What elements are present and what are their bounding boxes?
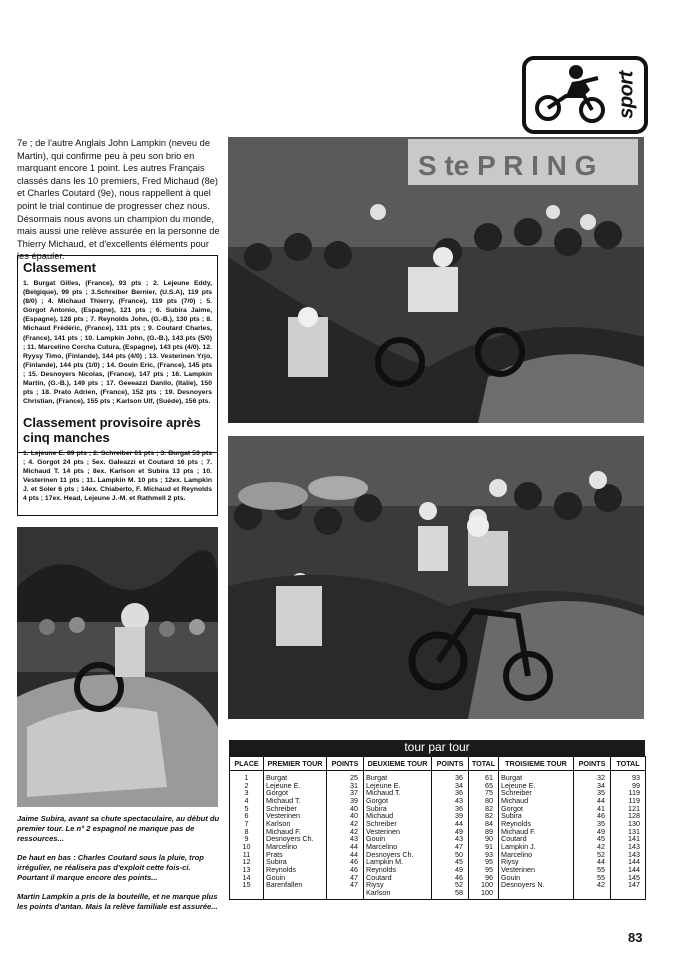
table-cell: 34 (574, 782, 611, 790)
header-troisieme-tour: TROISIEME TOUR (499, 757, 574, 771)
table-cell: 40 (327, 805, 364, 813)
table-cell (264, 889, 327, 899)
table-cell: 119 (611, 797, 646, 805)
table-cell: Subira (499, 812, 574, 820)
caption-lampkin: Martin Lampkin a pris de la bouteille, et ne marque plus les points d'antan. Mais la relève familiale est assurée... (17, 892, 218, 911)
table-cell: Gouin (264, 874, 327, 882)
table-title: tour par tour (229, 740, 645, 756)
table-cell: 93 (469, 851, 499, 859)
header-total-3: TOTAL (611, 757, 646, 771)
table-cell: 5 (230, 805, 264, 813)
sport-logo (522, 56, 648, 134)
table-cell: 130 (611, 820, 646, 828)
table-cell: Coutard (499, 835, 574, 843)
table-cell: 65 (469, 782, 499, 790)
photo-subira (17, 527, 218, 807)
table-cell: Riysy (364, 881, 432, 889)
table-cell: Reynolds (499, 820, 574, 828)
table-cell: Schreiber (264, 805, 327, 813)
table-cell: 58 (432, 889, 469, 899)
captions (17, 814, 222, 921)
table-cell: 100 (469, 889, 499, 899)
header-total-2: TOTAL (469, 757, 499, 771)
table-header-row (230, 757, 646, 771)
table-cell: Schreiber (499, 789, 574, 797)
photo-lampkin-image (228, 436, 644, 719)
table-cell: 36 (432, 789, 469, 797)
table-cell: Marcelino (264, 843, 327, 851)
table-cell: 49 (432, 866, 469, 874)
table-cell: 7 (230, 820, 264, 828)
table-cell: 55 (574, 866, 611, 874)
caption-coutard: De haut en bas : Charles Coutard sous la pluie, trop irrégulier, ne réalisera pas d'exploit cette fois-ci. Pourtant il marque encore des points... (17, 853, 204, 882)
table-cell (611, 889, 646, 899)
table-cell: Marcelino (499, 851, 574, 859)
logo-word (616, 64, 638, 126)
table-cell: 4 (230, 797, 264, 805)
table-cell: 80 (469, 797, 499, 805)
tour-par-tour-table (229, 740, 645, 900)
provisoire-text: 1. Lejeune E. 89 pts ; 2. Schreiber 61 pts ; 3. Burgat 53 pts ; 4. Gorgot 24 pts ; 5ex. Galeazzi et Coutard 16 pts ; 7. Michaud T. 14 pts ; 8ex. Karlson et Subira 13 pts ; 10. Vesterinen 11 pts ; 11. Lampkin M. 10 pts ; 12ex. Lampkin J. et Soler 6 pts ; 14ex. Chiaberto, F. Michaud et Reynolds 4 pts ; 17ex. Head, Lejeune J.-M. et Rathmell 2 pts. (23, 450, 212, 503)
table-cell: 25 (327, 771, 364, 782)
table-cell: Gorgot (499, 805, 574, 813)
classement-title: Classement (23, 260, 96, 275)
table-cell: Vesterinen (499, 866, 574, 874)
provisoire-title: Classement provisoire après cinq manches (23, 415, 201, 445)
table-cell: 128 (611, 812, 646, 820)
table-cell: 100 (469, 881, 499, 889)
table-cell: 11 (230, 851, 264, 859)
table-cell: 143 (611, 851, 646, 859)
table-cell: 35 (574, 820, 611, 828)
table-cell: Burgat (264, 771, 327, 782)
table-cell: 46 (327, 858, 364, 866)
table-cell: Michaud (499, 797, 574, 805)
table-cell: Michaud F. (264, 828, 327, 836)
table-cell: 84 (469, 820, 499, 828)
table-cell: 95 (469, 866, 499, 874)
table-cell: 93 (611, 771, 646, 782)
table-cell: 131 (611, 828, 646, 836)
table-cell: 35 (574, 789, 611, 797)
table-cell: Lampkin J. (499, 843, 574, 851)
table-cell: 82 (469, 812, 499, 820)
table-cell: Michaud F. (499, 828, 574, 836)
table-cell: Michaud T. (364, 789, 432, 797)
table-cell: 47 (327, 881, 364, 889)
table-cell: 41 (574, 805, 611, 813)
table-cell: 99 (611, 782, 646, 790)
table-cell (574, 889, 611, 899)
table-cell: 121 (611, 805, 646, 813)
table-row (230, 881, 646, 889)
table-cell: Desnoyers N. (499, 881, 574, 889)
table-cell: 119 (611, 789, 646, 797)
table-cell: 10 (230, 843, 264, 851)
table-cell: 44 (432, 820, 469, 828)
table-cell: 141 (611, 835, 646, 843)
table-cell: Michaud (364, 812, 432, 820)
table-cell: 147 (611, 881, 646, 889)
table-cell: 75 (469, 789, 499, 797)
table-cell: Vesterinen (264, 812, 327, 820)
header-points-3: POINTS (574, 757, 611, 771)
table-cell: 42 (574, 881, 611, 889)
table-row (230, 812, 646, 820)
table-cell: 95 (469, 858, 499, 866)
table-cell: 82 (469, 805, 499, 813)
table-cell: Prats (264, 851, 327, 859)
table-cell: 50 (432, 851, 469, 859)
table-cell: 52 (432, 881, 469, 889)
table-cell: Vesterinen (364, 828, 432, 836)
table-cell (327, 889, 364, 899)
table-cell: 43 (327, 835, 364, 843)
table-cell: 89 (469, 828, 499, 836)
table-cell: 8 (230, 828, 264, 836)
table-cell: Lejeune E. (364, 782, 432, 790)
table-cell: Marcelino (364, 843, 432, 851)
table-cell: 44 (327, 843, 364, 851)
header-premier-tour: PREMIER TOUR (264, 757, 327, 771)
table-cell: 42 (327, 820, 364, 828)
table-cell: Karlson (264, 820, 327, 828)
table-cell: Desnoyers Ch. (264, 835, 327, 843)
table-row (230, 843, 646, 851)
table-row (230, 771, 646, 782)
table-cell: Coutard (364, 874, 432, 882)
table-cell: Riysy (499, 858, 574, 866)
intro-paragraph: 7e ; de l'autre Anglais John Lampkin (neveu de Martin), qui confirme peu à peu son brio en marquant encore 1 point. Les autres Français classés dans les 10 premiers, Fred Michaud (8e) et Charles Coutard (9e), nous rappellent à quel point le trial continue de progresser chez nous. Désormais nous avons un champion du monde, mais aussi une relève assurée en la personne de Thierry Michaud, et d'excellents éléments pour les épauler. (17, 138, 220, 262)
table-cell (499, 889, 574, 899)
table-cell: 39 (327, 797, 364, 805)
table-cell: Gorgot (364, 797, 432, 805)
table-cell: 96 (469, 874, 499, 882)
results-table (229, 756, 646, 900)
table-cell: Gouin (364, 835, 432, 843)
photo-lampkin (228, 436, 644, 719)
table-cell: 46 (327, 866, 364, 874)
table-cell: Subira (264, 858, 327, 866)
table-cell: 36 (432, 805, 469, 813)
table-cell: Barenfallen (264, 881, 327, 889)
table-cell: 9 (230, 835, 264, 843)
table-cell: 46 (574, 812, 611, 820)
table-cell: 43 (432, 835, 469, 843)
table-cell: 44 (574, 797, 611, 805)
table-cell: Lampkin M. (364, 858, 432, 866)
photo-coutard (228, 137, 644, 423)
photo-subira-image (17, 527, 218, 807)
table-cell: Reynolds (364, 866, 432, 874)
page-number: 83 (628, 930, 643, 945)
table-cell: 45 (574, 835, 611, 843)
table-cell: 91 (469, 843, 499, 851)
table-row (230, 851, 646, 859)
table-row (230, 782, 646, 790)
table-cell: Michaud T. (264, 797, 327, 805)
table-cell: 46 (432, 874, 469, 882)
table-cell: Gouin (499, 874, 574, 882)
table-cell: 49 (432, 828, 469, 836)
table-cell: 6 (230, 812, 264, 820)
header-points-2: POINTS (432, 757, 469, 771)
header-deuxieme-tour: DEUXIEME TOUR (364, 757, 432, 771)
table-cell: 143 (611, 843, 646, 851)
photo-coutard-image (228, 137, 644, 423)
table-cell: 144 (611, 866, 646, 874)
table-cell: 90 (469, 835, 499, 843)
table-cell: 36 (432, 771, 469, 782)
table-row (230, 889, 646, 899)
table-cell: Reynolds (264, 866, 327, 874)
table-cell (230, 889, 264, 899)
table-cell: 55 (574, 874, 611, 882)
table-cell: 34 (432, 782, 469, 790)
table-cell: Desnoyers Ch. (364, 851, 432, 859)
table-cell: Burgat (499, 771, 574, 782)
logo-word-text: sport (615, 71, 638, 119)
table-cell: 3 (230, 789, 264, 797)
table-cell: 44 (574, 858, 611, 866)
table-cell: 42 (574, 843, 611, 851)
banner-text: S te P R I N G (418, 150, 597, 181)
table-cell: 32 (574, 771, 611, 782)
table-cell: Karlson (364, 889, 432, 899)
table-cell: 49 (574, 828, 611, 836)
table-cell: 61 (469, 771, 499, 782)
table-cell: Burgat (364, 771, 432, 782)
table-cell: 37 (327, 789, 364, 797)
table-cell: 47 (327, 874, 364, 882)
table-cell: 47 (432, 843, 469, 851)
table-cell: 44 (327, 851, 364, 859)
table-cell: 144 (611, 858, 646, 866)
table-cell: 40 (327, 812, 364, 820)
header-place: PLACE (230, 757, 264, 771)
table-cell: 1 (230, 771, 264, 782)
caption-subira: Jaime Subira, avant sa chute spectaculaire, au début du premier tour. Le n° 2 espagnol ne manque pas de ressources... (17, 814, 220, 843)
table-cell: Lejeune E. (499, 782, 574, 790)
table-cell: 45 (432, 858, 469, 866)
table-cell: Subira (364, 805, 432, 813)
table-cell: 2 (230, 782, 264, 790)
table-cell: 15 (230, 881, 264, 889)
table-cell: Gorgot (264, 789, 327, 797)
table-cell: 12 (230, 858, 264, 866)
table-cell: 42 (327, 828, 364, 836)
table-row (230, 866, 646, 874)
table-cell: 14 (230, 874, 264, 882)
table-cell: 43 (432, 797, 469, 805)
classement-text: 1. Burgat Gilles, (France), 93 pts ; 2. Lejeune Eddy, (Belgique), 99 pts ; 3.Schreiber Bernier, (U.S.A), 119 pts (8/0) ; 4. Michaud Thierry, (France), 119 pts (7/0) ; 5. Gorgot Antonio, (Espagne), 121 pts ; 6. Subira Jaime, (Espagne), 128 pts ; 7. Reynolds John, (G.-B.), 130 pts ; 8. Michaud Frédéric, (France), 131 pts ; 9. Coutard Charles, (France), 141 pts ; 10. Lampkin John, (G.-B.), 143 pts (5/0) ; 11. Marcelino Corcha Cutura, (Espagne), 143 pts (4/0). 12. Ryysy Timo, (Finlande), 144 pts (4/0) ; 13. Vesterinen Yrjo, (Finlande), 144 pts (1/0) ; 14. Gouin Eric, (France), 145 pts ; 15. Desnoyers Nicolas, (France), 147 pts ; 16. Lampkin Martin, (G.-B.), 149 pts ; 17. Geeeazzi Danilo, (Italie), 150 pts ; 18. Prato Adrien, (France), 152 pts ; 19. Desnoyers Christian, (France), 155 pts ; Karlson Ulf, (Suède), 156 pts. (23, 280, 212, 406)
table-cell: Lejeune E. (264, 782, 327, 790)
table-cell: 31 (327, 782, 364, 790)
table-cell: 39 (432, 812, 469, 820)
header-points-1: POINTS (327, 757, 364, 771)
table-cell: 52 (574, 851, 611, 859)
table-cell: Schreiber (364, 820, 432, 828)
table-cell: 13 (230, 866, 264, 874)
provisoire-box (17, 413, 218, 516)
table-cell: 145 (611, 874, 646, 882)
